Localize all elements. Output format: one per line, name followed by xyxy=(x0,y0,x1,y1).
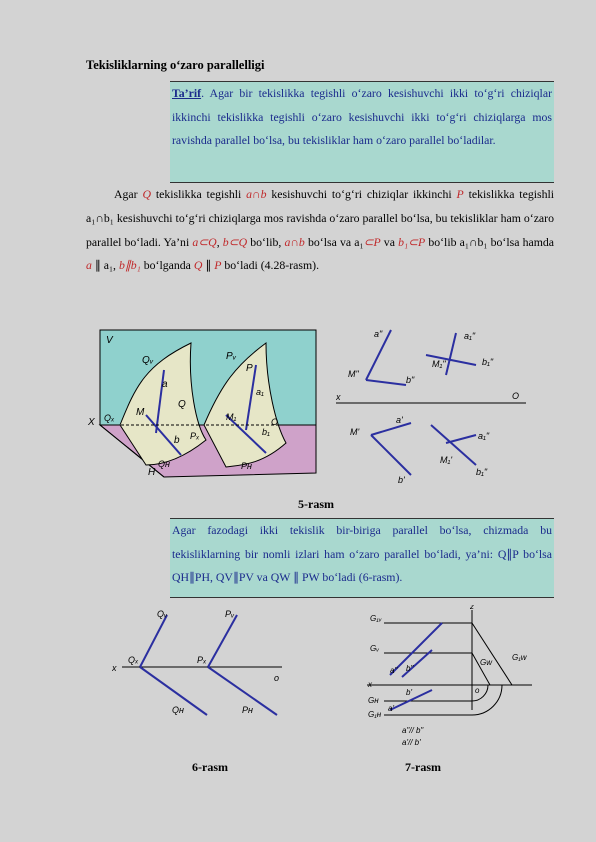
svg-text:b": b" xyxy=(406,375,415,385)
svg-text:Pₓ: Pₓ xyxy=(197,655,207,665)
svg-text:P: P xyxy=(246,363,253,374)
svg-text:Pᵥ: Pᵥ xyxy=(225,609,235,619)
svg-text:b': b' xyxy=(406,688,412,697)
figure-7 xyxy=(362,605,537,755)
svg-text:a"// b": a"// b" xyxy=(402,726,424,735)
svg-text:a'// b': a'// b' xyxy=(402,738,421,747)
svg-text:a₁": a₁" xyxy=(478,431,490,441)
svg-text:x: x xyxy=(368,680,372,689)
svg-text:G₁w: G₁w xyxy=(512,653,527,662)
svg-text:z: z xyxy=(470,605,474,611)
svg-text:b: b xyxy=(174,435,180,446)
svg-text:O: O xyxy=(512,391,520,401)
caption-6: 6-rasm xyxy=(192,760,228,774)
caption-5: 5-rasm xyxy=(298,497,334,511)
svg-text:b₁": b₁" xyxy=(476,467,488,477)
svg-text:a₁: a₁ xyxy=(256,387,264,397)
svg-text:o: o xyxy=(274,673,280,683)
svg-text:a": a" xyxy=(390,666,398,675)
svg-text:Gᵥ: Gᵥ xyxy=(370,644,380,653)
caption-7: 7-rasm xyxy=(405,760,441,774)
svg-text:Pₓ: Pₓ xyxy=(190,431,200,441)
figure-5-pictorial xyxy=(86,325,326,490)
definition-2-text: Agar fazodagi ikki tekislik bir-biriga parallel bo‘lsa, chizmada bu tekisliklarning bir nomli izlari ham o‘zaro parallel bo‘ladi, ya’ni: Q∥P bo‘lsa QH∥PH, QV∥PV va QW ∥ PW bo‘ladi (6-rasm). xyxy=(172,523,552,584)
definition-term: Ta’rif xyxy=(172,86,202,100)
svg-text:M₁': M₁' xyxy=(440,455,453,465)
figure-6 xyxy=(112,605,292,725)
svg-text:Qᵥ: Qᵥ xyxy=(142,355,154,366)
svg-text:b': b' xyxy=(398,475,405,485)
svg-text:Pᵥ: Pᵥ xyxy=(226,351,237,362)
svg-text:Qₓ: Qₓ xyxy=(104,413,115,423)
svg-text:a': a' xyxy=(396,415,403,425)
svg-text:Qн: Qн xyxy=(172,705,184,715)
svg-text:M": M" xyxy=(348,369,359,379)
svg-text:Pн: Pн xyxy=(242,705,253,715)
svg-text:Pн: Pн xyxy=(241,461,252,471)
svg-text:Gw: Gw xyxy=(480,658,492,667)
definition-box-1 xyxy=(170,81,554,183)
svg-text:G₁ᵥ: G₁ᵥ xyxy=(370,614,382,623)
svg-text:G₁н: G₁н xyxy=(368,710,382,719)
svg-text:a₁": a₁" xyxy=(464,331,476,341)
svg-text:V: V xyxy=(106,335,113,346)
svg-text:Q: Q xyxy=(178,399,186,410)
svg-text:M': M' xyxy=(350,427,360,437)
svg-text:M: M xyxy=(136,407,145,418)
svg-text:a': a' xyxy=(388,704,394,713)
svg-text:x: x xyxy=(112,663,117,673)
svg-text:O: O xyxy=(271,417,279,427)
svg-text:X: X xyxy=(88,417,95,428)
svg-text:a": a" xyxy=(374,329,383,339)
svg-text:H: H xyxy=(148,467,156,478)
svg-text:b₁": b₁" xyxy=(482,357,494,367)
definition-text: . Agar bir tekislikka tegishli o‘zaro kesishuvchi ikki to‘g‘ri chiziqlar ikkinchi tekislikka tegishli o‘zaro kesishuvchi ikki to‘g‘ri chiziqlarga mos ravishda parallel bo‘lsa, bu tekisliklar ham o‘zaro parallel bo‘ladilar. xyxy=(172,86,552,147)
figure-5-orthographic xyxy=(336,325,536,490)
svg-text:Gн: Gн xyxy=(368,696,379,705)
definition-box-2 xyxy=(170,518,554,598)
svg-text:a: a xyxy=(162,379,168,390)
svg-text:b": b" xyxy=(406,664,414,673)
svg-text:Qₓ: Qₓ xyxy=(128,655,139,665)
svg-text:x: x xyxy=(336,392,341,402)
svg-text:M₁: M₁ xyxy=(226,412,237,422)
main-paragraph: Agar Q tekislikka tegishli a∩b kesishuvchi to‘g‘ri chiziqlar ikkinchi P tekislikka tegishli a₁∩b₁ kesishuvchi to‘g‘ri chiziqlarga mos ravishda o‘zaro parallel bo‘lsa, bu tekisliklar ham o‘zaro parallel bo‘ladi. Ya’ni a⊂Q, b⊂Q bo‘lib, a∩b bo‘lsa va a₁⊂P va b₁⊂P bo‘lib a₁∩b₁ bo‘lsa hamda a ∥ a₁, b∥b₁ bo‘lganda Q ∥ P bo‘ladi (4.28-rasm). xyxy=(86,187,555,273)
section-heading: Tekisliklarning o‘zaro parallelligi xyxy=(86,58,265,72)
svg-text:Qᵥ: Qᵥ xyxy=(157,609,168,619)
svg-text:b₁: b₁ xyxy=(262,427,270,437)
svg-text:M₁": M₁" xyxy=(432,359,446,369)
svg-text:Qн: Qн xyxy=(158,459,170,469)
svg-text:o: o xyxy=(475,686,480,695)
